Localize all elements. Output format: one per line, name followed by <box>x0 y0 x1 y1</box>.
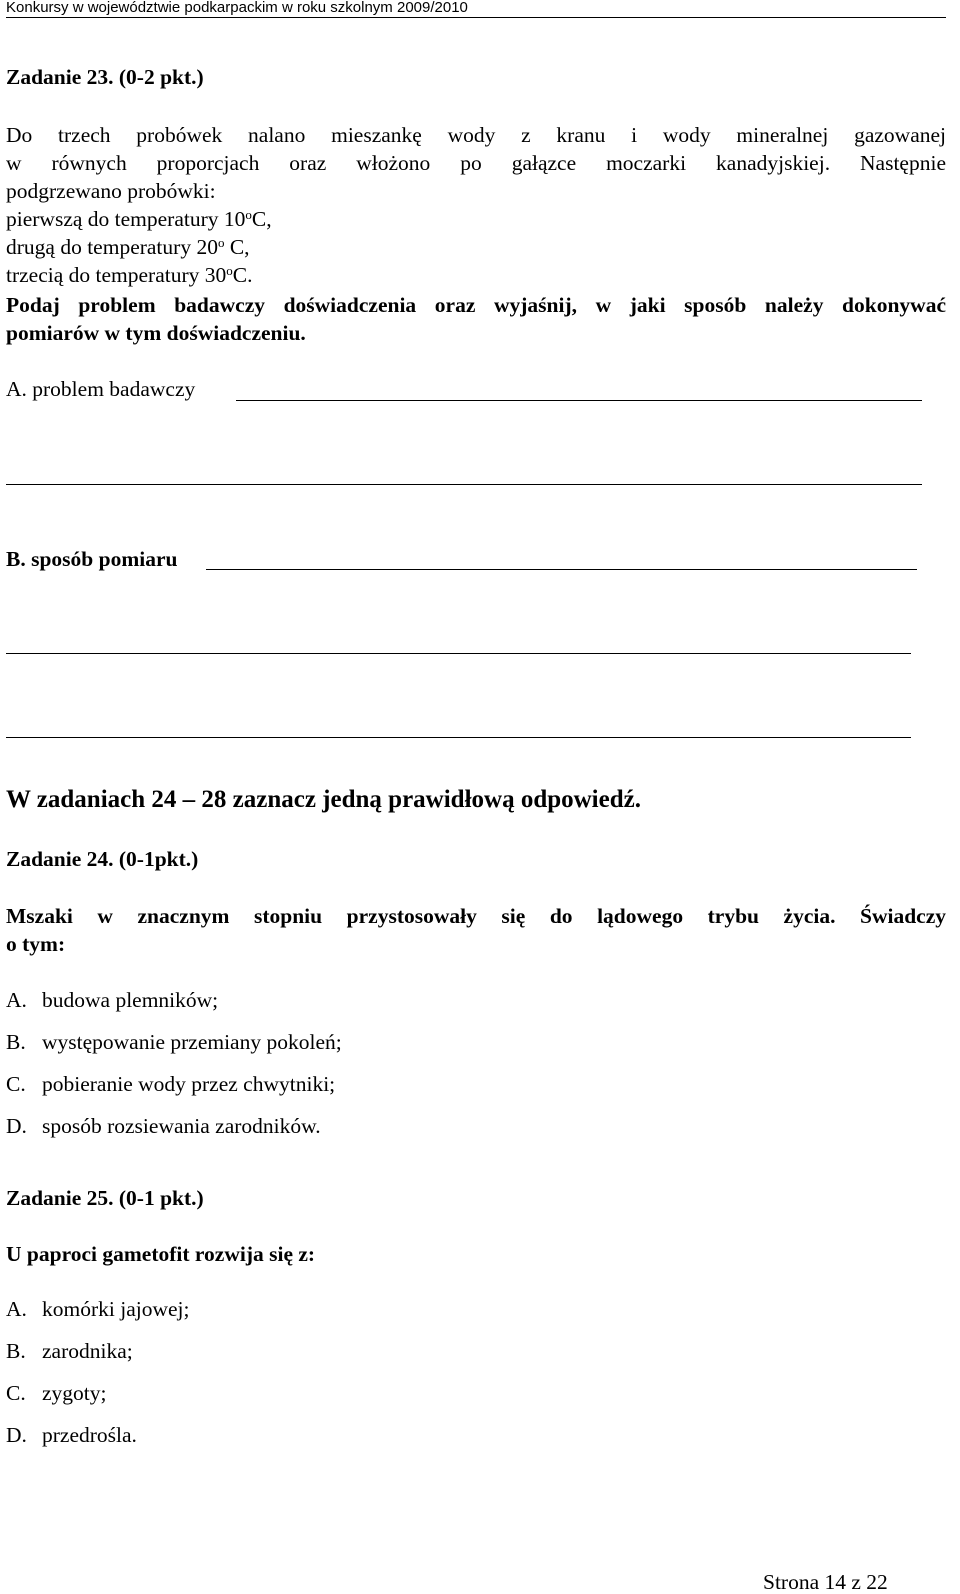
answer-a-line-2[interactable] <box>6 484 922 485</box>
task25-question: U paproci gametofit rozwija się z: <box>6 1242 316 1266</box>
temperature-line-1: pierwszą do temperatury 10$^o$C, <box>6 207 272 231</box>
task24-question-line2: o tym: <box>6 932 66 956</box>
task23-question-line1: Podaj problem badawczy doświadczenia oraz wyjaśnij, w jaki sposób należy dokonywać <box>6 293 946 317</box>
instruction-heading: W zadaniach 24 – 28 zaznacz jedną prawidłową odpowiedź. <box>6 786 641 813</box>
task24-option-b[interactable]: B. występowanie przemiany pokoleń; <box>6 1030 342 1054</box>
task23-text-line2: w równych proporcjach oraz włożono po gałązce moczarki kanadyjskiej. Następnie <box>6 151 946 175</box>
page-header <box>6 0 946 18</box>
task24-option-a[interactable]: A. budowa plemników; <box>6 988 219 1012</box>
task24-option-c[interactable]: C. pobieranie wody przez chwytniki; <box>6 1072 336 1096</box>
temperature-line-3: trzecią do temperatury 30$^o$C. <box>6 263 253 287</box>
task24-title: Zadanie 24. (0-1pkt.) <box>6 847 199 871</box>
answer-b-line-1[interactable] <box>206 569 917 570</box>
answer-b-label: B. sposób pomiaru <box>6 547 178 571</box>
task25-option-b[interactable]: B. zarodnika; <box>6 1339 133 1363</box>
task25-title: Zadanie 25. (0-1 pkt.) <box>6 1186 204 1210</box>
task23-text-line3: podgrzewano probówki: <box>6 179 216 203</box>
answer-a-line-1[interactable] <box>236 400 922 401</box>
temperature-line-2: drugą do temperatury 20$^o$ C, <box>6 235 250 259</box>
task24-option-d[interactable]: D. sposób rozsiewania zarodników. <box>6 1114 321 1138</box>
answer-b-line-2[interactable] <box>6 653 911 654</box>
page-number: Strona 14 z 22 <box>763 1570 888 1594</box>
task24-question-line1: Mszaki w znacznym stopniu przystosowały się do lądowego trybu życia. Świadczy <box>6 904 946 928</box>
task25-option-a[interactable]: A. komórki jajowej; <box>6 1297 190 1321</box>
task25-option-d[interactable]: D. przedrośla. <box>6 1423 137 1447</box>
task25-option-c[interactable]: C. zygoty; <box>6 1381 107 1405</box>
answer-a-label: A. problem badawczy <box>6 377 196 401</box>
task23-question-line2: pomiarów w tym doświadczeniu. <box>6 321 306 345</box>
header-text: Konkursy w województwie podkarpackim w roku szkolnym 2009/2010 <box>6 0 468 16</box>
answer-b-line-3[interactable] <box>6 737 911 738</box>
task23-title: Zadanie 23. (0-2 pkt.) <box>6 65 204 89</box>
task23-text-line1: Do trzech probówek nalano mieszankę wody z kranu i wody mineralnej gazowanej <box>6 123 946 147</box>
